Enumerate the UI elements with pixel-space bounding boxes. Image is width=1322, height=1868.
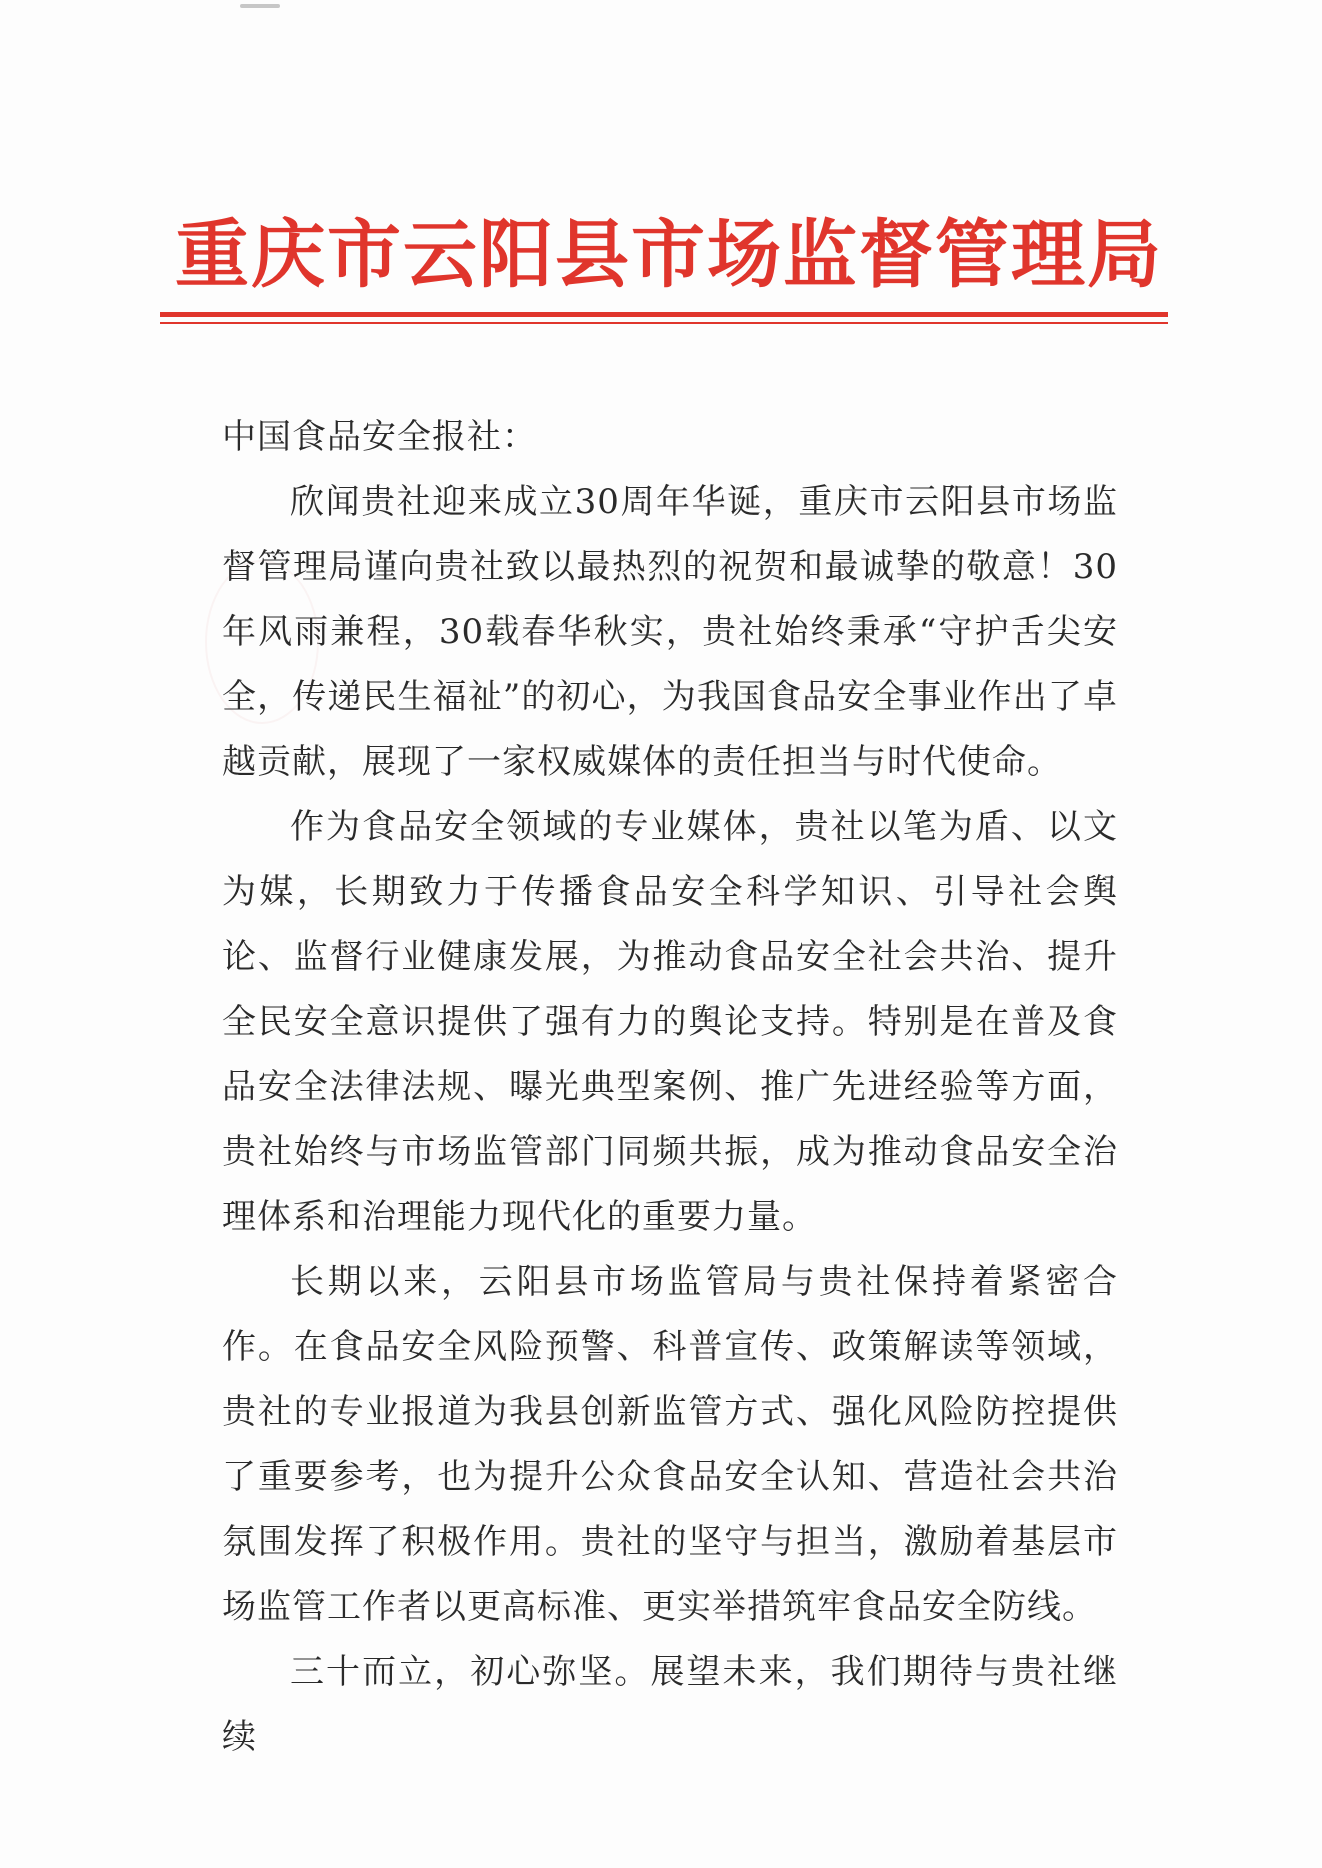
letterhead-rule-thick xyxy=(160,312,1168,317)
scan-mark xyxy=(240,4,280,8)
paragraph-1: 欣闻贵社迎来成立30周年华诞，重庆市云阳县市场监督管理局谨向贵社致以最热烈的祝贺和最诚挚的敬意！30年风雨兼程，30载春华秋实，贵社始终秉承“守护舌尖安全，传递民生福祉”的初心，为我国食品安全事业作出了卓越贡献，展现了一家权威媒体的责任担当与时代使命。 xyxy=(222,482,1118,782)
paragraph-2: 作为食品安全领域的专业媒体，贵社以笔为盾、以文为媒，长期致力于传播食品安全科学知识、引导社会舆论、监督行业健康发展，为推动食品安全社会共治、提升全民安全意识提供了强有力的舆论支持。特别是在普及食品安全法律法规、曝光典型案例、推广先进经验等方面，贵社始终与市场监管部门同频共振，成为推动食品安全治理体系和治理能力现代化的重要力量。 xyxy=(222,807,1118,1237)
paragraph-4: 三十而立，初心弥坚。展望未来，我们期待与贵社继续 xyxy=(222,1652,1118,1757)
letter-body xyxy=(222,405,1118,1770)
letterhead-title: 重庆市云阳县市场监督管理局 xyxy=(175,212,1163,298)
salutation: 中国食品安全报社： xyxy=(222,417,537,457)
letterhead-rule-thin xyxy=(160,322,1168,324)
paragraph-3: 长期以来，云阳县市场监管局与贵社保持着紧密合作。在食品安全风险预警、科普宣传、政策解读等领域，贵社的专业报道为我县创新监管方式、强化风险防控提供了重要参考，也为提升公众食品安全认知、营造社会共治氛围发挥了积极作用。贵社的坚守与担当，激励着基层市场监管工作者以更高标准、更实举措筑牢食品安全防线。 xyxy=(222,1262,1118,1627)
